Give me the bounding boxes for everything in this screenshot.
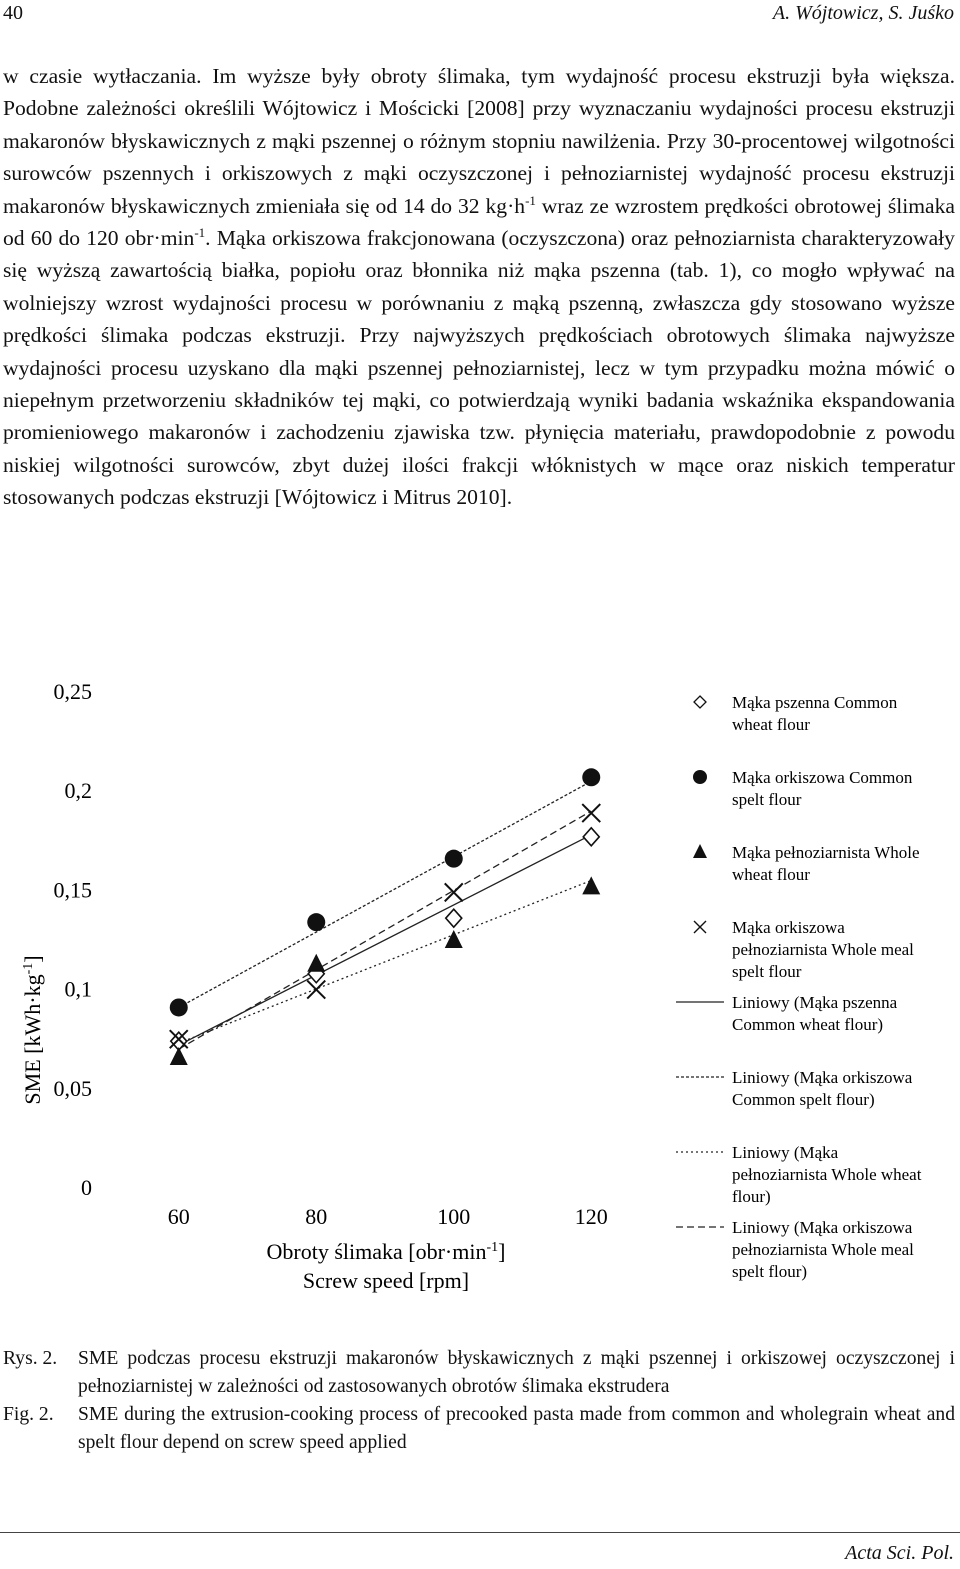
data-point: [170, 1047, 188, 1065]
body-text-part: . Mąka orkiszowa frakcjonowana (oczyszczona) oraz pełnoziarnista charakteryzowały się wyższą zawartością białka, popiołu oraz błonnika niż mąka pszenna (tab. 1), co mogło wpływać na wolniejszy wzrost wydajności procesu w porównaniu z mąką pszenną, zwłaszcza gdy stosowano wyższe prędkości ślimaka podczas ekstruzji. Przy najwyższych prędkościach obrotowych ślimaka najwyższe wydajności procesu uzyskano dla mąki pszennej pełnoziarnistej, lecz w tym przypadku można mówić o niepełnym przetworzeniu składników tej mąki, co potwierdzają wyniki badania wskaźnika ekspandowania promieniowego makaronów i zachodzeniu zjawiska tzw. płynięcia materiału, prawdopodobnie z powodu niskiej wilgotności surowców, zbyt dużej ilości frakcji włóknistych w mące oraz niskich temperatur stosowanych podczas ekstruzji [Wójtowicz i Mitrus 2010].: [3, 226, 955, 510]
journal-name: Acta Sci. Pol.: [845, 1542, 954, 1564]
legend-label: wheat flour: [732, 715, 810, 734]
figure-captions: [3, 1345, 955, 1457]
x-tick-label: 100: [437, 1204, 471, 1229]
legend-label: Liniowy (Mąka pszenna: [732, 993, 898, 1012]
page-header: [3, 2, 954, 28]
trendline: [179, 781, 592, 1007]
y-tick-label: 0,05: [53, 1075, 92, 1101]
body-text-part: wraz ze wzrostem prędkości obrotowej ślimaka od 60 do 120 obr·min: [3, 193, 955, 251]
y-tick-labels: [54, 679, 93, 1200]
caption-label-en: Fig. 2.: [3, 1404, 54, 1425]
data-point: [582, 876, 600, 894]
legend-label: spelt flour: [732, 790, 802, 809]
x-axis-label-pl: Obroty ślimaka $[obr\cdot\min^{-1}]$: [266, 1239, 506, 1264]
y-tick-label: 0: [81, 1175, 92, 1200]
legend-marker: [693, 770, 707, 784]
legend-label: Liniowy (Mąka orkiszowa: [732, 1068, 913, 1087]
x-axis-label-en: Screw speed [rpm]: [302, 1268, 470, 1293]
trendlines: [179, 781, 592, 1049]
unit-superscript: -1: [525, 192, 536, 208]
caption-pl: [3, 1345, 955, 1401]
legend-label: pełnoziarnista Whole wheat: [732, 1165, 922, 1184]
legend-label: Mąka orkiszowa Common: [732, 768, 913, 787]
legend-label: pełnoziarnista Whole meal: [732, 1240, 914, 1259]
legend-label: Common spelt flour): [732, 1090, 875, 1109]
x-tick-label: 60: [167, 1204, 190, 1229]
y-axis-title: [20, 955, 45, 1104]
footer-rule: [0, 1532, 960, 1533]
body-text-part: w czasie wytłaczania. Im wyższe były obroty ślimaka, tym wydajność procesu ekstruzji była większa. Podobne zależności określili Wójtowicz i Mościcki [2008] przy wyznaczaniu wydajności procesu ekstruzji makaronów błyskawicznych z mąki pszennej o różnym stopniu nawilżenia. Przy 30-procentowej wilgotności surowców pszennych i orkiszowych z mąki oczyszczonej i pełnoziarnistej wydajność procesu ekstruzji makaronów błyskawicznych zmieniała się od 14 do 32 kg·h: [3, 64, 955, 218]
caption-text-en: SME during the extrusion-cooking process of precooked pasta made from common and wholegrain wheat and spelt flour depend on screw speed applied: [78, 1404, 955, 1453]
legend-label: Liniowy (Mąka: [732, 1143, 839, 1162]
x-axis-title: [267, 1239, 506, 1293]
legend-label: pełnoziarnista Whole meal: [732, 940, 914, 959]
data-points: [170, 768, 601, 1065]
y-tick-label: 0,1: [64, 976, 92, 1002]
legend-marker: [693, 844, 707, 858]
legend-label: Mąka pszenna Common: [732, 693, 898, 712]
x-tick-labels: [168, 1204, 608, 1229]
y-tick-label: 0,2: [64, 778, 92, 804]
unit-superscript: -1: [194, 224, 206, 240]
running-head: A. Wójtowicz, S. Juśko: [772, 2, 954, 24]
caption-en: [3, 1401, 955, 1457]
legend-label: Liniowy (Mąka orkiszowa: [732, 1218, 913, 1237]
legend-label: Mąka pełnoziarnista Whole: [732, 843, 920, 862]
data-point: [445, 883, 463, 901]
x-tick-label: 120: [574, 1204, 608, 1229]
data-point: [307, 954, 325, 972]
data-point: [170, 998, 188, 1016]
legend-marker: [694, 696, 706, 708]
caption-label-pl: Rys. 2.: [3, 1348, 58, 1369]
data-point: [582, 804, 600, 822]
trendline: [179, 880, 592, 1043]
data-point: [583, 828, 599, 846]
figure: [0, 668, 960, 1308]
legend-label: wheat flour: [732, 865, 810, 884]
legend: [676, 693, 922, 1281]
data-point: [446, 909, 462, 927]
body-paragraph: [3, 60, 955, 514]
legend-marker: [694, 921, 706, 933]
data-point: [445, 930, 463, 948]
legend-label: Common wheat flour): [732, 1015, 884, 1034]
legend-label: flour): [732, 1187, 771, 1206]
caption-text-pl: SME podczas procesu ekstruzji makaronów błyskawicznych z mąki pszennej i orkiszowej oczyszczonej i pełnoziarnistej w zależności od zastosowanych obrotów ślimaka ekstrudera: [78, 1348, 955, 1397]
data-point: [582, 768, 600, 786]
y-tick-label: 0,25: [53, 679, 92, 704]
trendline: [179, 811, 592, 1049]
y-axis-label: SME $[kWh\cdot kg^{-1}]$: [20, 955, 45, 1105]
legend-label: spelt flour: [732, 962, 802, 981]
data-point: [445, 850, 463, 868]
y-tick-label: 0,15: [53, 877, 92, 903]
legend-label: spelt flour): [732, 1262, 808, 1281]
legend-label: Mąka orkiszowa: [732, 918, 845, 937]
data-point: [307, 913, 325, 931]
page-number: 40: [3, 2, 23, 24]
sme-chart: [0, 668, 960, 1308]
x-tick-label: 80: [305, 1204, 328, 1229]
